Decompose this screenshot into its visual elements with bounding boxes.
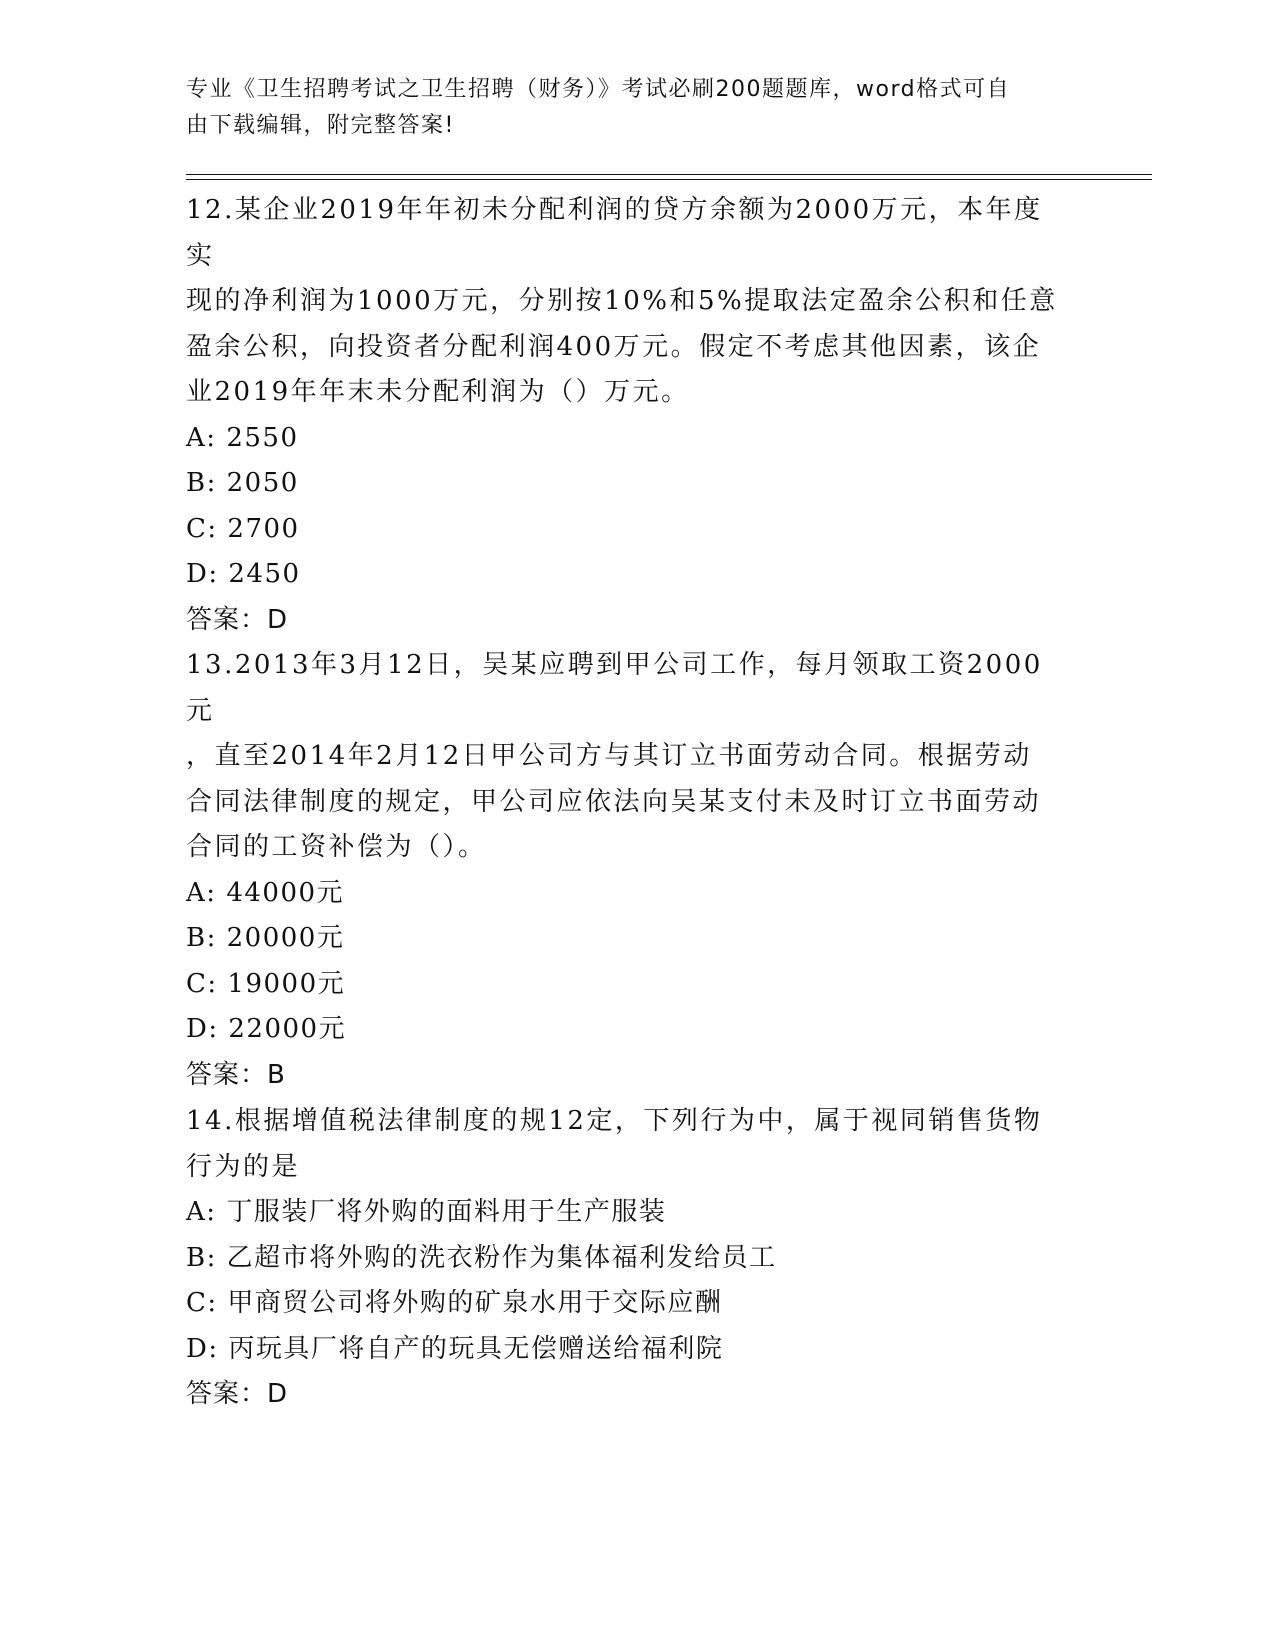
option-text: 22000元 [228,1014,347,1044]
answer-line: 答案：D [186,604,289,635]
option-d [186,1007,1066,1053]
stem-line: 14.根据增值税法律制度的规12定，下列行为中，属于视同销售货物 [186,1106,1043,1136]
option-letter: C: [186,968,218,999]
stem-line: 盈余公积，向投资者分配利润400万元。假定不考虑其他因素，该企 [186,331,1042,362]
option-text: 44000元 [226,877,345,908]
question-13 [186,643,1066,1098]
question-14 [186,1099,1066,1418]
option-letter: B: [186,1242,217,1273]
option-c [186,962,1066,1008]
option-letter: A: [186,422,217,453]
question-stem [186,1099,1066,1190]
document-header [186,72,1066,144]
option-text: 19000元 [227,968,346,999]
option-d [186,552,1066,598]
option-b [186,916,1066,962]
option-text: 丙玩具厂将自产的玩具无偿赠送给福利院 [228,1333,724,1364]
option-a [186,1190,1066,1236]
option-text: 丁服装厂将外购的面料用于生产服装 [226,1197,667,1227]
question-stem [186,643,1066,871]
answer-line: 答案：B [186,1059,286,1090]
stem-line: ，直至2014年2月12日甲公司方与其订立书面劳动合同。根据劳动 [186,741,1032,771]
option-letter: B: [186,468,217,498]
option-c [186,1281,1066,1327]
stem-line: 合同的工资补偿为（）。 [186,832,487,862]
option-a [186,416,1066,462]
stem-line: 12.某企业2019年年初未分配利润的贷方余额为2000万元，本年度实 [186,195,1043,271]
stem-line: 现的净利润为1000万元，分别按10%和5%提取法定盈余公积和任意 [186,286,1058,316]
option-text: 甲商贸公司将外购的矿泉水用于交际应酬 [227,1288,723,1318]
answer-line: 答案：D [186,1379,289,1409]
option-text: 2700 [227,513,300,544]
option-letter: D: [186,559,219,589]
stem-line: 13.2013年3月12日，吴某应聘到甲公司工作，每月领取工资2000元 [186,650,1043,726]
option-text: 2550 [226,422,299,453]
header-divider-bottom [186,179,1152,180]
header-line-2: 由下载编辑，附完整答案! [186,113,455,138]
option-letter: C: [186,513,218,544]
option-c [186,507,1066,553]
option-b [186,1236,1066,1282]
option-text: 2050 [226,468,299,498]
option-letter: D: [186,1014,219,1044]
option-letter: C: [186,1288,218,1318]
stem-line: 合同法律制度的规定，甲公司应依法向吴某支付未及时订立书面劳动 [186,786,1042,817]
option-d [186,1327,1066,1373]
stem-line: 行为的是 [186,1151,301,1182]
option-a [186,871,1066,917]
option-text: 2450 [228,559,301,589]
option-letter: B: [186,923,217,953]
option-text: 乙超市将外购的洗衣粉作为集体福利发给员工 [226,1242,777,1273]
option-letter: A: [186,877,217,908]
stem-line: 业2019年年末未分配利润为（）万元。 [186,377,690,407]
question-12 [186,188,1066,643]
option-letter: D: [186,1333,219,1364]
header-line-1: 专业《卫生招聘考试之卫生招聘（财务）》考试必刷200题题库，word格式可自 [186,77,1011,102]
option-letter: A: [186,1197,217,1227]
option-b [186,461,1066,507]
option-text: 20000元 [226,923,345,953]
header-divider-top [186,174,1152,175]
question-stem [186,188,1066,416]
